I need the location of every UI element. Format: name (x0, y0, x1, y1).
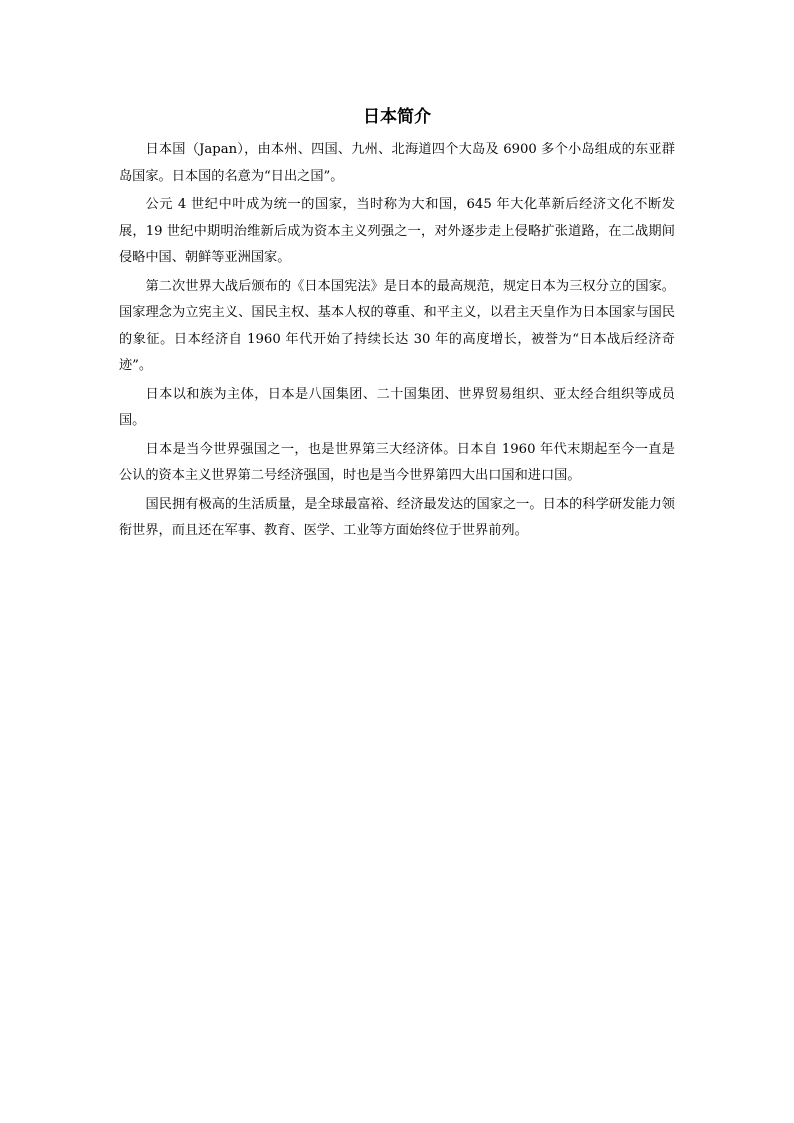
paragraph-economy: 日本是当今世界强国之一，也是世界第三大经济体。日本自 1960 年代末期起至今一直是公认的资本主义世界第二号经济强国，时也是当今世界第四大出口国和进口国。 (119, 441, 675, 483)
document-body (119, 102, 675, 545)
paragraph-overview: 日本国（Japan），由本州、四国、九州、北海道四个大岛及 6900 多个小岛组成的东亚群岛国家。日本国的名意为“日出之国”。 (119, 142, 675, 184)
paragraph-population-membership: 日本以和族为主体，日本是八国集团、二十国集团、世界贸易组织、亚太经合组织等成员国。 (119, 386, 675, 428)
paragraph-quality-of-life: 国民拥有极高的生活质量，是全球最富裕、经济最发达的国家之一。日本的科学研发能力领衔世界，而且还在军事、教育、医学、工业等方面始终位于世界前列。 (119, 496, 675, 538)
document-title: 日本简介 (363, 107, 431, 127)
paragraph-history: 公元 4 世纪中叶成为统一的国家，当时称为大和国，645 年大化革新后经济文化不断发展，19 世纪中期明治维新后成为资本主义列强之一，对外逐步走上侵略扩张道路，在二战期间侵略中国、朝鲜等亚洲国家。 (119, 197, 675, 265)
paragraph-constitution: 第二次世界大战后颁布的《日本国宪法》是日本的最高规范，规定日本为三权分立的国家。国家理念为立宪主义、国民主权、基本人权的尊重、和平主义，以君主天皇作为日本国家与国民的象征。日本经济自 1960 年代开始了持续长达 30 年的高度增长，被誉为“日本战后经济奇迹”。 (119, 278, 675, 373)
